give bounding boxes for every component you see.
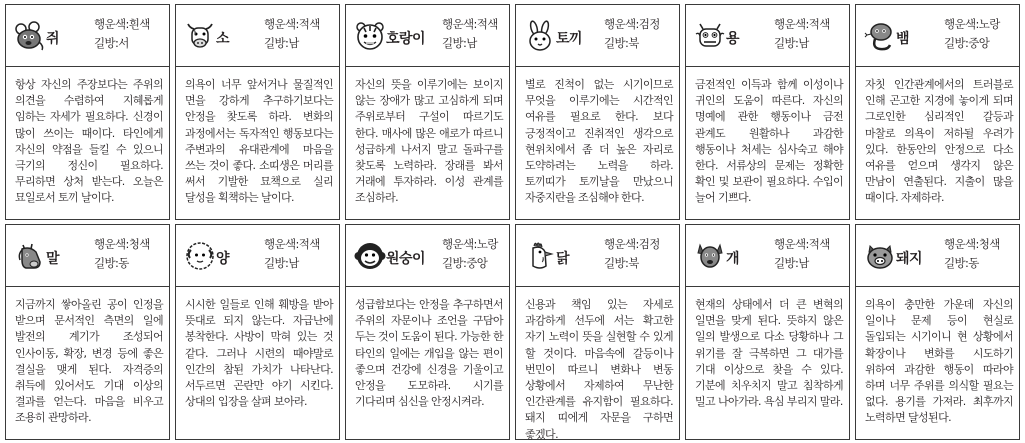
fortune-text: 의욕이 충만한 가운데 자신의 일이나 문제 등이 현실로 돌입되는 시기이니 현 상황에서 확장이나 변화를 시도하기 위하여 과감한 행동이 따라야 하며 너무 주위를 의식할 필요는 없다. 용기를 가져라. 최후까지 노력하면 달성된다. [865, 298, 1013, 425]
zodiac-name: 개 [726, 251, 740, 267]
lucky-color: 행운색:흰색 [94, 17, 150, 31]
card-header [686, 5, 849, 67]
fortune-text: 항상 자신의 주장보다는 주위의 의견을 수렴하여 지혜롭게 임하는 자세가 필요하다. 신경이 많이 쓰이는 때이다. 타인에게 자신의 약점을 들킬 수 있으니 극기의 정신이 필요하다. 무리하면 상처 받는다. 오늘은 묘일로서 토끼 날이다. [15, 78, 163, 205]
lucky-direction: 길방:북 [604, 256, 639, 270]
lucky-color: 행운색:적색 [264, 237, 320, 251]
lucky-direction: 길방:남 [264, 256, 299, 270]
lucky-info [944, 15, 1000, 53]
card-header [516, 5, 679, 67]
card-header [346, 5, 509, 67]
lucky-color: 행운색:노랑 [944, 17, 1000, 31]
zodiac-name: 닭 [556, 251, 570, 267]
zodiac-name: 호랑이 [386, 31, 426, 47]
lucky-direction: 길방:서 [94, 36, 129, 50]
lucky-direction: 길방:남 [264, 36, 299, 50]
zodiac-fortune-grid [5, 4, 1020, 440]
fortune-card-pig [855, 224, 1020, 440]
zodiac-name: 토끼 [556, 31, 583, 47]
lucky-direction: 길방:남 [774, 256, 809, 270]
lucky-info [774, 235, 830, 273]
horse-icon [14, 240, 46, 272]
lucky-direction: 길방:동 [944, 256, 979, 270]
lucky-info [442, 15, 498, 53]
lucky-info [264, 235, 320, 273]
zodiac-name: 말 [46, 251, 60, 267]
lucky-info [774, 15, 830, 53]
lucky-color: 행운색:적색 [264, 17, 320, 31]
lucky-info [944, 235, 1000, 273]
fortune-text: 의욕이 너무 앞서거나 물질적인 면을 강하게 추구하기보다는 안정을 찾도록 하라. 변화의 과정에서는 독자적인 행동보다는 주변과의 유대관계에 마음을 쓰는 것이 좋다. 소띠생은 머리를 써서 기발한 묘책으로 실리 달성을 획책하는 날이다. [185, 78, 333, 205]
zodiac-name: 쥐 [46, 31, 60, 47]
fortune-text: 자신의 뜻을 이루기에는 보이지 않는 장애가 많고 고심하게 되며 주위로부터 구설이 따르기도 한다. 매사에 많은 애로가 따르니 성급하게 나서지 말고 돌파구를 찾도록 노력하라. 장래를 봐서 거래에 투자하라. 이성 관계를 조심하라. [355, 78, 503, 205]
fortune-card-mouse [5, 4, 170, 220]
lucky-direction: 길방:동 [94, 256, 129, 270]
lucky-direction: 길방:남 [442, 36, 477, 50]
lucky-info [442, 235, 498, 273]
zodiac-name: 뱀 [896, 31, 910, 47]
fortune-text: 현재의 상태에서 더 큰 변혁의 일면을 맞게 된다. 뜻하지 않은 일의 발생으로 다소 당황하나 그 위기를 잘 극복하면 그 대가를 기대 이상으로 찾을 수 있다. 기분에 치우치지 말고 침착하게 밀고 나아가라. 욕심 부리지 말라. [695, 298, 843, 409]
fortune-card-dog [685, 224, 850, 440]
fortune-card-dragon [685, 4, 850, 220]
lucky-direction: 길방:남 [774, 36, 809, 50]
card-header [176, 225, 339, 287]
lucky-info [604, 235, 660, 273]
card-header [6, 5, 169, 67]
card-header [6, 225, 169, 287]
fortune-text: 지금까지 쌓아올린 공이 인정을 받으며 문서적인 측면의 일에 발전의 계기가 조성되어 인사이동, 확장, 변경 등에 좋은 결실을 맺게 된다. 자격증의 취득에 있어서도 기대 이상의 결과를 얻는다. 마음을 비우고 조용히 관망하라. [15, 298, 163, 425]
fortune-text: 자칫 인간관계에서의 트러블로 인해 곤고한 지경에 놓이게 되며 그로인한 심리적인 갈등과 마찰로 의욕이 저하될 우려가 있다. 한동안의 안정으로 다소 여유를 얻으며 생각지 않은 만남이 연출된다. 지출이 많을 때이다. 자제하라. [865, 78, 1013, 205]
lucky-info [94, 235, 150, 273]
lucky-color: 행운색:노랑 [442, 237, 498, 251]
zodiac-name: 소 [216, 31, 230, 47]
fortune-text: 신용과 책임 있는 자세로 과감하게 선두에 서는 확고한 자기 노력이 뜻을 실현할 수 있게 할 것이다. 마음속에 갈등이나 번민이 따르니 변화나 변동 상황에서 자제하여 무난한 인간관계를 유지함이 필요하다. 돼지 띠에게 자문을 구하면 좋겠다. [525, 298, 673, 441]
lucky-direction: 길방:중앙 [944, 36, 990, 50]
rabbit-icon [524, 20, 556, 52]
tiger-icon [354, 20, 386, 52]
lucky-color: 행운색:적색 [774, 17, 830, 31]
fortune-row-2 [5, 224, 1020, 440]
fortune-card-snake [855, 4, 1020, 220]
zodiac-name: 원숭이 [386, 251, 426, 267]
card-header [176, 5, 339, 67]
fortune-card-sheep [175, 224, 340, 440]
fortune-text: 성급함보다는 안정을 추구하면서 주위의 자문이나 조언을 구담아 두는 것이 도움이 된다. 가능한 한 타인의 일에는 개입을 않는 편이 좋으며 건강에 신경을 기울이고 안정을 도모하라. 시기를 기다리며 심신을 안정시켜라. [355, 298, 503, 409]
fortune-card-tiger [345, 4, 510, 220]
fortune-text: 금전적인 이득과 함께 이성이나 귀인의 도움이 따른다. 자신의 명예에 관한 행동이나 금전 관계도 원활하나 과감한 행동이나 처세는 심사숙고 해야 한다. 서류상의 문제는 정확한 확인 및 보관이 필요하다. 수입이 늘어 기쁘다. [695, 78, 843, 205]
fortune-card-rabbit [515, 4, 680, 220]
lucky-info [604, 15, 660, 53]
lucky-color: 행운색:검정 [604, 237, 660, 251]
card-header [686, 225, 849, 287]
card-header [856, 5, 1019, 67]
zodiac-name: 용 [726, 31, 740, 47]
monkey-icon [354, 240, 386, 272]
lucky-direction: 길방:북 [604, 36, 639, 50]
lucky-info [264, 15, 320, 53]
dragon-icon [694, 20, 726, 52]
card-header [856, 225, 1019, 287]
fortune-card-rooster [515, 224, 680, 440]
fortune-text: 시시한 일들로 인해 훼방을 받아 뜻대로 되지 않는다. 자급난에 봉착한다. 사방이 막혀 있는 것 같다. 그러나 시련의 때야말로 인간의 참된 가치가 나타난다. 서두르면 곤란만 야기 시킨다. 상대의 입장을 살펴 보아라. [185, 298, 333, 409]
lucky-color: 행운색:적색 [442, 17, 498, 31]
fortune-row-1 [5, 4, 1020, 220]
mouse-icon [14, 20, 46, 52]
sheep-icon [184, 240, 216, 272]
lucky-color: 행운색:청색 [94, 237, 150, 251]
zodiac-name: 돼지 [896, 251, 923, 267]
snake-icon [864, 20, 896, 52]
zodiac-name: 양 [216, 251, 230, 267]
card-header [516, 225, 679, 287]
fortune-card-monkey [345, 224, 510, 440]
dog-icon [694, 240, 726, 272]
lucky-color: 행운색:검정 [604, 17, 660, 31]
fortune-card-cow [175, 4, 340, 220]
rooster-icon [524, 240, 556, 272]
lucky-direction: 길방:중앙 [442, 256, 488, 270]
pig-icon [864, 240, 896, 272]
fortune-text: 별로 진척이 없는 시기이므로 무엇을 이루기에는 시간적인 여유를 필요로 한다. 보다 긍정적이고 진취적인 생각으로 현위치에서 좀 더 높은 자리로 도약하려는 노력을 하라. 토끼띠가 토끼날을 만났으니 자중지란을 조심해야 한다. [525, 78, 673, 205]
fortune-card-horse [5, 224, 170, 440]
cow-icon [184, 20, 216, 52]
lucky-info [94, 15, 150, 53]
lucky-color: 행운색:적색 [774, 237, 830, 251]
lucky-color: 행운색:청색 [944, 237, 1000, 251]
card-header [346, 225, 509, 287]
